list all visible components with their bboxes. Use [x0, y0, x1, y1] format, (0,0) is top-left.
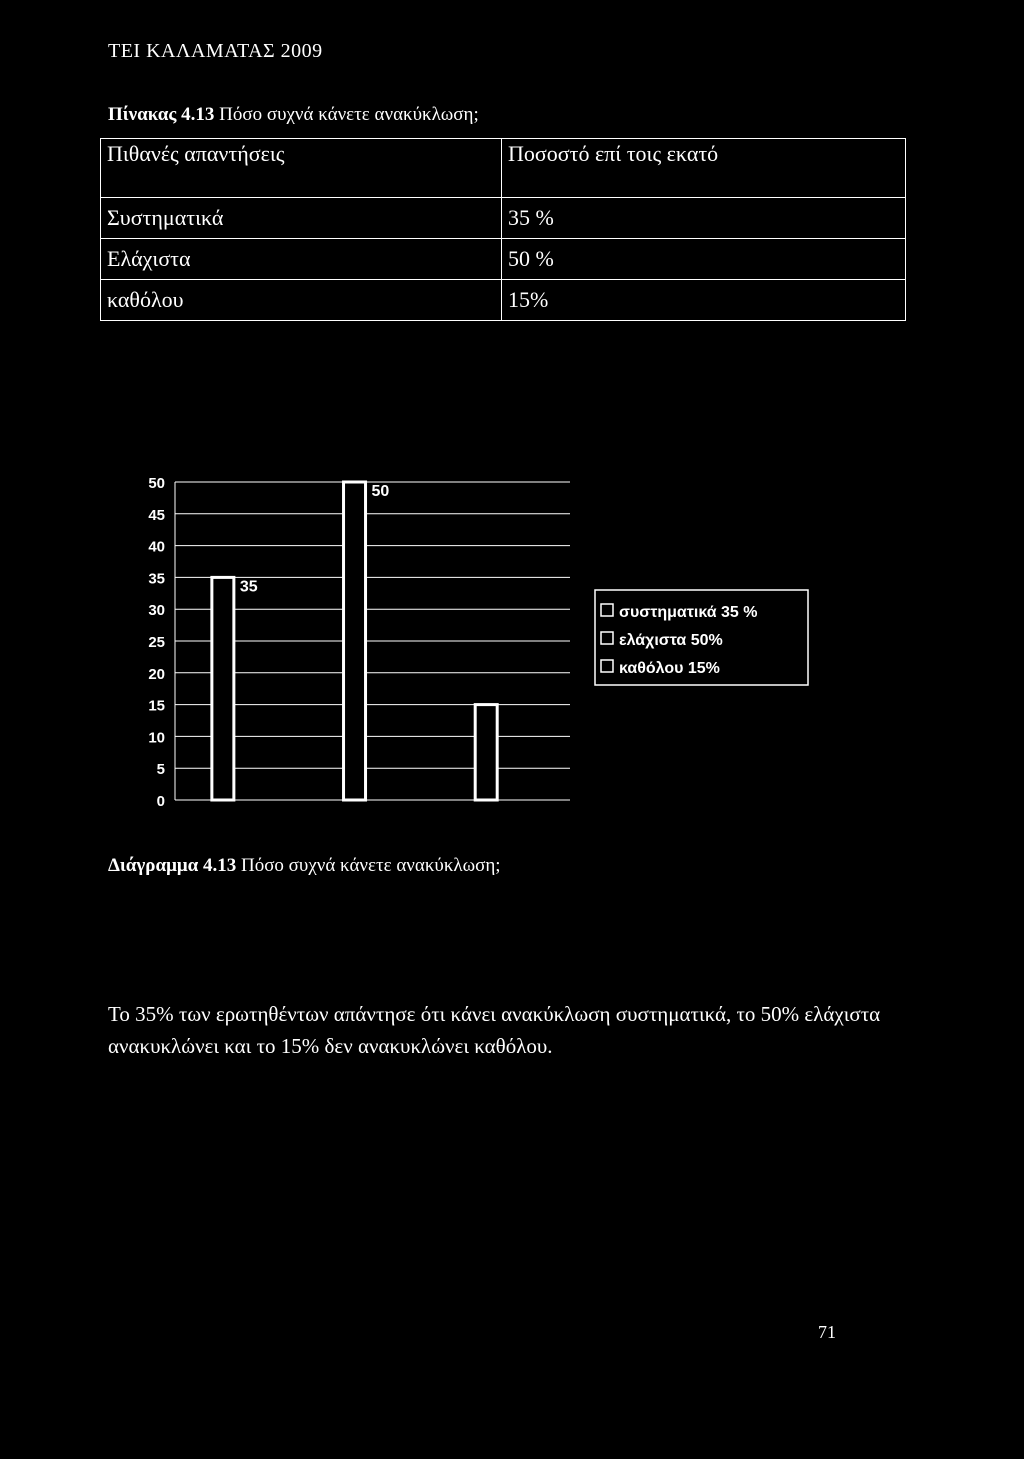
- table-cell: 15%: [502, 280, 906, 321]
- table-cell: 35 %: [502, 198, 906, 239]
- bar-2: [344, 482, 366, 800]
- figure-caption-label: Διάγραμμα 4.13: [108, 855, 237, 876]
- y-tick-label: 5: [156, 761, 165, 779]
- page-header: ΤΕΙ ΚΑΛΑΜΑΤΑΣ 2009: [108, 40, 323, 62]
- y-tick-label: 40: [148, 538, 165, 556]
- legend-swatch: [601, 632, 613, 644]
- y-tick-label: 25: [148, 634, 165, 651]
- table-caption: [108, 104, 479, 126]
- y-tick-label: 15: [148, 697, 165, 715]
- table-cell: Συστηματικά: [101, 198, 502, 239]
- table-cell: καθόλου: [101, 280, 502, 321]
- table-cell: 50 %: [502, 239, 906, 280]
- table-header-row: [101, 139, 906, 198]
- body-paragraph: Το 35% των ερωτηθέντων απάντησε ότι κάνει ανακύκλωση συστηματικά, το 50% ελάχιστα ανακυκλώνει και το 15% δεν ανακυκλώνει καθόλου.: [108, 1002, 881, 1058]
- table-header-answers: Πιθανές απαντήσεις: [101, 139, 502, 198]
- table-caption-label: Πίνακας 4.13: [108, 104, 215, 125]
- data-label-1: 35: [239, 578, 258, 596]
- y-tick-label: 45: [148, 506, 165, 524]
- y-tick-label: 20: [148, 665, 165, 683]
- legend-swatch: [601, 660, 613, 672]
- legend-swatch: [601, 604, 613, 616]
- y-tick-label: 35: [148, 570, 165, 588]
- table-row: [101, 239, 906, 280]
- bar-1: [212, 577, 234, 800]
- figure-caption: [108, 855, 501, 877]
- bar-chart: [120, 462, 820, 812]
- y-tick-label: 10: [148, 729, 165, 747]
- bar-3: [475, 705, 497, 800]
- table-row: [101, 198, 906, 239]
- table-caption-text: Πόσο συχνά κάνετε ανακύκλωση;: [219, 104, 479, 125]
- table-header-percent: Ποσοστό επί τοις εκατό: [502, 139, 906, 198]
- legend-entry: καθόλου 15%: [619, 660, 720, 677]
- y-tick-label: 30: [148, 602, 165, 620]
- table-row: [101, 280, 906, 321]
- data-label-2: 50: [371, 483, 390, 500]
- y-tick-label: 0: [156, 793, 165, 810]
- page-number: 71: [818, 1322, 836, 1342]
- legend-entry: ελάχιστα 50%: [619, 632, 723, 649]
- responses-table: [100, 138, 906, 321]
- table-cell: Ελάχιστα: [101, 239, 502, 280]
- figure-caption-text: Πόσο συχνά κάνετε ανακύκλωση;: [240, 855, 501, 876]
- y-tick-label: 50: [148, 475, 165, 492]
- legend-entry: συστηματικά 35 %: [619, 604, 758, 621]
